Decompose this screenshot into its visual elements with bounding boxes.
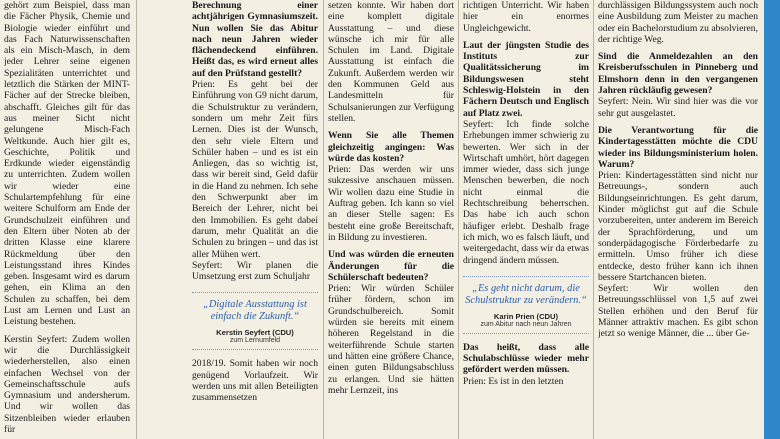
column-divider xyxy=(593,0,594,439)
column-5 xyxy=(598,0,758,439)
paragraph: Prien: Kindertagesstätten sind nicht nur Betreuungs-, sondern auch Bildungseinrichtungen. Es geht darum, Kinder möglichst gut auf die Schule vorzubereiten, unter anderem im Bereich der Sprachförderung, und um sonderpädagogische Förderbedarfe zu ermitteln. Umso früher ich diese entdecke, desto früher kann ich ihnen bessere Startchancen bieten. xyxy=(598,170,758,283)
paragraph: Seyfert: Wir planen die Umsetzung erst zum Schuljahr xyxy=(192,259,318,283)
paragraph: Prien: Wir würden Schüler früher fördern, schon im Grundschulbereich. Somit würden sie bereits mit einem höheren Regelstand in die weiterführende Schule starten und hätten eine größere Chance, einen guten Bildungsabschluss zu erlangen. Und sie hätten mehr Lernzeit, ins xyxy=(328,283,454,396)
column-divider xyxy=(323,0,324,439)
page-edge-bar xyxy=(764,0,780,439)
paragraph: Seyfert: Wir wollen den Betreuungsschlüssel von 1,5 auf zwei Stellen erhöhen und den Beruf für Männer attraktiv machen. Es gibt schon jetzt so wenige Männer, die ... über Ge- xyxy=(598,283,758,340)
pull-quote-text: „Digitale Ausstattung ist einfach die Zukunft.“ xyxy=(203,299,307,323)
column-3 xyxy=(328,0,454,439)
column-divider xyxy=(458,0,459,439)
interview-question: Wenn Sie alle Themen gleichzeitig angingen: Was würde das kosten? xyxy=(328,130,454,164)
paragraph: Kerstin Seyfert: Zudem wollen wir die Durchlässigkeit wiederherstellen, also einen einfachen Wechsel von der Gemeinschaftsschule aufs Gymnasium und andersherum. Und wir wollen das Sitzenbleiben wieder erlauben für xyxy=(4,333,130,435)
paragraph: Seyfert: Nein. Wir sind hier was die vor sehr gut ausgelastet. xyxy=(598,96,758,119)
interview-question: Das heißt, dass alle Schulabschlüsse wieder mehr gefördert werden müssen. xyxy=(463,341,589,376)
interview-question: Die Verantwortung für die Kindertagesstätten möchte die CDU wieder ins Bildungsministerium holen. Warum? xyxy=(598,124,758,170)
paragraph: setzen konnte. Wir haben dort eine komplett digitale Ausstattung – und diese wünsche ich mir für alle Schulen im Land. Digitale Ausstattung ist einfach die Zukunft. Außerdem werden wir den Kommunen Geld aus Landesmitteln für Schulsanierungen zur Verfügung stellen. xyxy=(328,0,454,124)
pull-quote-author: Karin Prien (CDU) xyxy=(493,311,559,321)
paragraph: Prien: Es ist in den letzten xyxy=(463,375,564,387)
paragraph: 2018/19. Somit haben wir noch genügend Vorlaufzeit. Wir werden uns mit allen Beteiligten zusammensetzen xyxy=(192,358,318,404)
paragraph: Prien: Es geht bei der Einführung von G9 nicht darum, die Schulstruktur zu verändern, sondern um mehr Zeit fürs Lernen. Dies ist der Wunsch, den sehr viele Eltern und Schüler haben – und es ist ein Anliegen, das so wichtig ist, dass wir bereit sind, Geld dafür in die Hand zu nehmen. Ich sehe den Schwerpunkt aber im Bereich der Lehrer, nicht bei den Immobilien. Es geht dabei darum, mehr Qualität an die Schulen zu bringen – und das ist aller Mühen wert. xyxy=(192,79,318,260)
paragraph: gehört zum Beispiel, dass man die Fächer Physik, Chemie und Biologie wieder einführt und das Fach Naturwissenschaften als ein Misch-Masch, in dem jeder Lehrer seine eigenen Spezialitäten unterrichtet und letztlich die Stärken der MINT-Fächer auf der Strecke bleiben, abschafft. Gleiches gilt für das aus meiner Sicht nicht gelungene Misch-Fach Weltkunde. Auch hier gilt es, Geschichte, Politik und Erdkunde wieder eigenständig zu unterrichten. Zudem wollen wir wieder eine Schulartempfehlung für eine weitere Schulform am Ende der Grundschulzeit einführen und den Eltern über Noten ab der dritten Klasse eine klarere Rückmeldung über den Leistungsstand ihres Kindes geben. Insgesamt wird es darum gehen, ein Klima an den Schulen zu schaffen, bei dem Lust am Lernen und Lust an Leistung bestehen. xyxy=(4,0,130,328)
column-1 xyxy=(4,0,130,439)
paragraph: Seyfert: Ich finde solche Erhebungen immer schwierig zu bewerten. Wer sich in der Wirtschaft umhört, hört dagegen immer wieder, dass sich junge Menschen bewerben, die noch nicht einmal die Rechtschreibung beherrschen. Das habe ich auch schon häufiger erlebt. Deshalb frage ich mich, wo es falsch läuft, und weitergedacht, dass wir da etwas dringend ändern müssen. xyxy=(463,118,589,266)
interview-question: Berechnung einer achtjährigen Gymnasiumszeit. Nun wollen Sie das Abitur nach neun Jahren wieder flächendeckend einführen. Heißt das, es wird erneut alles auf den Prüfstand gestellt? xyxy=(192,0,318,79)
interview-question: Laut der jüngsten Studie des Instituts zur Qualitätssicherung im Bildungswesen steht Schleswig-Holstein in den Fächern Deutsch und Englisch auf Platz zwei. xyxy=(463,39,589,119)
pull-quote xyxy=(192,292,318,350)
paragraph: durchlässigen Bildungssystem auch noch eine Ausbildung zum Meister zu machen oder ein Bachelorstudium zu absolvieren, der richtige Weg. xyxy=(598,0,758,45)
column-divider xyxy=(136,0,137,439)
pull-quote-context: zum Abitur nach neun Jahren xyxy=(480,320,572,328)
pull-quote-context: zum Lernumfeld xyxy=(229,337,281,345)
pull-quote-text: „Es geht nicht darum, die Schulstruktur zu verändern.“ xyxy=(465,282,587,306)
column-4 xyxy=(463,0,589,439)
pull-quote-author: Kerstin Seyfert (CDU) xyxy=(216,328,294,338)
paragraph: richtigen Unterricht. Wir haben hier ein enormes Ungleichgewicht. xyxy=(463,0,589,34)
pull-quote xyxy=(463,276,589,334)
interview-question: Sind die Anmeldezahlen an den Kreisberufsschulen in Pinneberg und Elmshorn denn in den vergangenen Jahren rückläufig gewesen? xyxy=(598,51,758,97)
paragraph: Prien: Das werden wir uns sukzessive anschauen müssen. Wir wollen dazu eine Studie in Auftrag geben. Ich kann so viel an dieser Stelle sagen: Es besteht eine große Bereitschaft, in Bildung zu investieren. xyxy=(328,164,454,243)
interview-question: Und was würden die erneuten Änderungen für die Schülerschaft bedeuten? xyxy=(328,249,454,283)
column-2 xyxy=(192,0,318,439)
